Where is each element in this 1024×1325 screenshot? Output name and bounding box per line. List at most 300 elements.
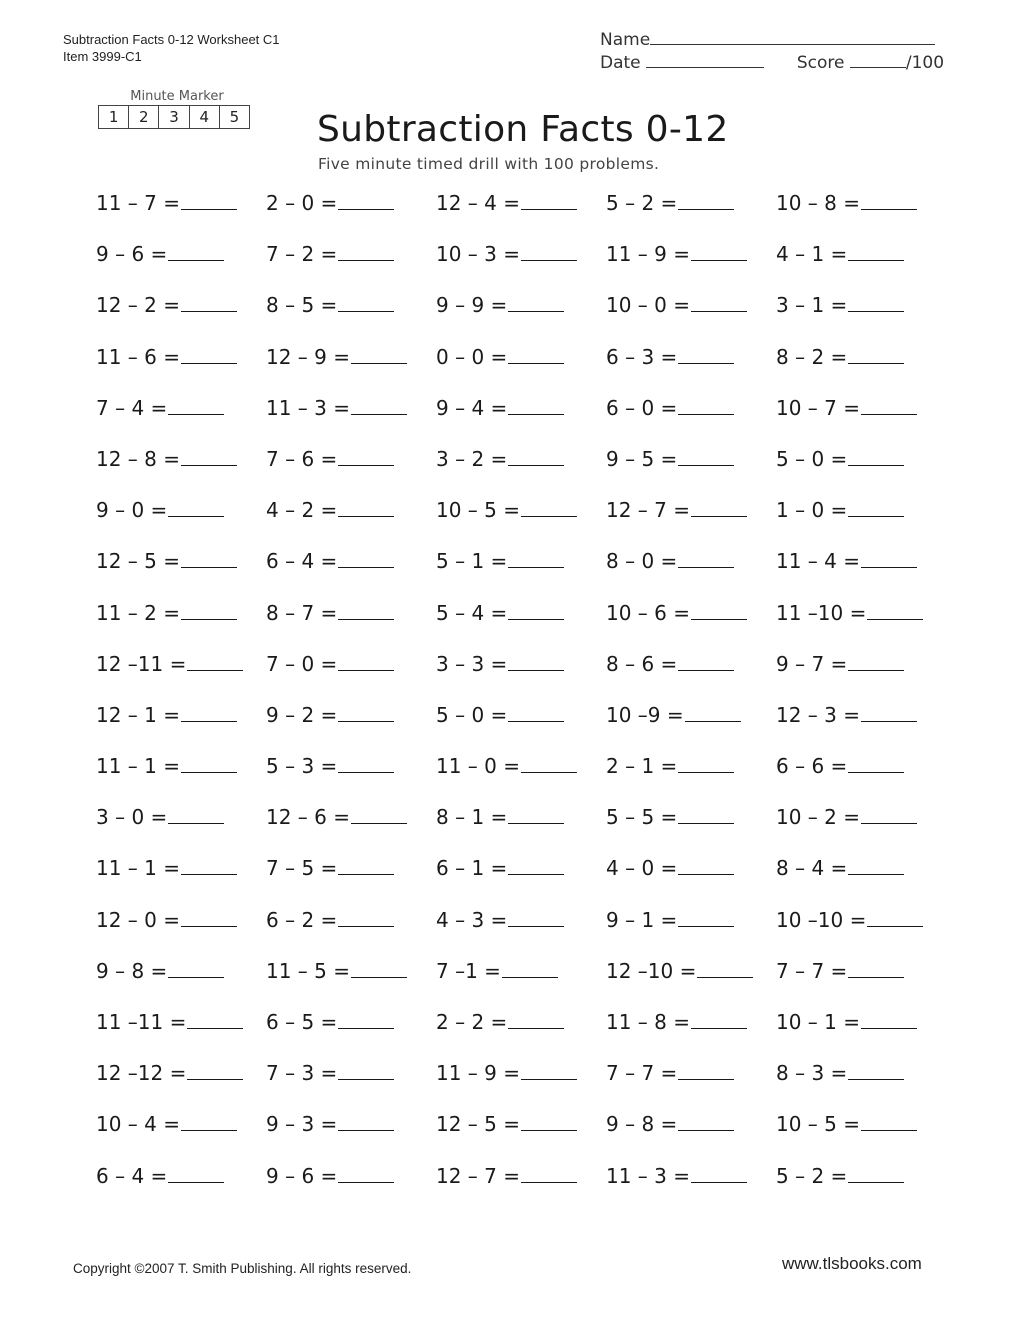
minute-marker-boxes [98,105,250,129]
answer-blank[interactable] [867,600,923,620]
answer-blank[interactable] [181,753,237,773]
problem-row [96,702,976,753]
problem-text: 4 – 0 = [606,856,678,881]
problem-text: 7 – 4 = [96,395,168,420]
problem [606,446,776,497]
answer-blank[interactable] [848,958,904,978]
problem-row [96,804,976,855]
answer-blank[interactable] [521,497,577,517]
answer-blank[interactable] [678,907,734,927]
problem-text: 10 – 6 = [606,600,691,625]
minute-box[interactable]: 2 [129,106,159,128]
problem-text: 7 – 0 = [266,651,338,676]
answer-blank[interactable] [848,651,904,671]
answer-blank[interactable] [181,907,237,927]
name-label: Name [600,30,651,50]
problem-text: 12 – 7 = [606,498,691,523]
problem-text: 12 –10 = [606,958,697,983]
answer-blank[interactable] [678,804,734,824]
problem [606,958,776,1009]
problem-row [96,600,976,651]
answer-blank[interactable] [338,446,394,466]
answer-blank[interactable] [691,1163,747,1183]
problem-text: 10 – 3 = [436,242,521,267]
problem [606,1111,776,1162]
problem [266,292,436,343]
problem [266,1163,436,1214]
problem [96,1060,266,1111]
answer-blank[interactable] [691,497,747,517]
problem-text: 11 – 1 = [96,856,181,881]
problem-text: 5 – 2 = [606,191,678,215]
name-field[interactable] [650,29,935,45]
score-label: Score [796,53,845,73]
problem [436,907,606,958]
answer-blank[interactable] [181,446,237,466]
problem-text: 8 – 5 = [266,293,338,318]
item-code: Item 3999-C1 [63,49,142,64]
answer-blank[interactable] [861,548,917,568]
answer-blank[interactable] [338,292,394,312]
problem [436,1111,606,1162]
problem-text: 8 – 2 = [776,344,848,369]
answer-blank[interactable] [338,753,394,773]
problem [606,344,776,395]
answer-blank[interactable] [848,1163,904,1183]
answer-blank[interactable] [508,907,564,927]
problem-text: 0 – 0 = [436,344,508,369]
problem [266,344,436,395]
problem-text: 1 – 0 = [776,498,848,523]
problem-text: 10 – 7 = [776,395,861,420]
problem [96,753,266,804]
problem-text: 12 – 9 = [266,344,351,369]
problem [776,292,946,343]
problem [606,702,776,753]
answer-blank[interactable] [338,497,394,517]
answer-blank[interactable] [338,651,394,671]
answer-blank[interactable] [508,804,564,824]
problem [266,1009,436,1060]
problem-text: 6 – 1 = [436,856,508,881]
answer-blank[interactable] [338,1111,394,1131]
problem-text: 11 – 5 = [266,958,351,983]
problem-text: 12 –11 = [96,651,187,676]
problem-text: 6 – 0 = [606,395,678,420]
problem-row [96,1163,976,1214]
problem [606,907,776,958]
answer-blank[interactable] [691,241,747,261]
problem-text: 10 –9 = [606,702,684,727]
problem-text: 10 – 0 = [606,293,691,318]
answer-blank[interactable] [508,651,564,671]
problem [96,1009,266,1060]
answer-blank[interactable] [521,1111,577,1131]
problem [776,753,946,804]
problem [776,1111,946,1162]
problem-text: 7 – 6 = [266,446,338,471]
problem [436,292,606,343]
answer-blank[interactable] [168,1163,224,1183]
problem [266,651,436,702]
problem-text: 12 – 5 = [96,549,181,574]
problem-text: 8 – 0 = [606,549,678,574]
answer-blank[interactable] [697,958,753,978]
problem [606,600,776,651]
problem [436,651,606,702]
answer-blank[interactable] [181,190,237,210]
problem [776,190,946,241]
answer-blank[interactable] [678,344,734,364]
answer-blank[interactable] [168,395,224,415]
problem-text: 9 – 8 = [96,958,168,983]
problem-text: 9 – 4 = [436,395,508,420]
problem-text: 10 – 5 = [436,498,521,523]
problem-text: 7 – 3 = [266,1061,338,1086]
website-link[interactable]: www.tlsbooks.com [782,1254,922,1273]
problem [436,497,606,548]
problem-text: 8 – 4 = [776,856,848,881]
worksheet-title: Subtraction Facts 0-12 Worksheet C1 [63,32,280,47]
answer-blank[interactable] [861,1009,917,1029]
answer-blank[interactable] [691,292,747,312]
minute-box[interactable]: 5 [229,108,240,126]
date-label: Date [600,53,641,73]
answer-blank[interactable] [181,344,237,364]
problem-text: 11 – 9 = [436,1061,521,1086]
problem [776,241,946,292]
problem-text: 6 – 5 = [266,1010,338,1034]
problem [776,395,946,446]
problem [96,958,266,1009]
problem [606,651,776,702]
problem-text: 7 – 5 = [266,856,338,881]
problem-text: 6 – 4 = [96,1163,168,1188]
answer-blank[interactable] [351,395,407,415]
problem [266,241,436,292]
answer-blank[interactable] [861,702,917,722]
problem-text: 12 – 7 = [436,1163,521,1188]
date-score-row [600,52,960,75]
answer-blank[interactable] [181,855,237,875]
answer-blank[interactable] [508,292,564,312]
problem-text: 12 – 0 = [96,907,181,932]
answer-blank[interactable] [181,702,237,722]
answer-blank[interactable] [187,1009,243,1029]
problem-grid [96,190,976,1214]
answer-blank[interactable] [521,190,577,210]
problem [436,395,606,446]
minute-marker-label: Minute Marker [130,89,224,104]
answer-blank[interactable] [181,600,237,620]
answer-blank[interactable] [168,497,224,517]
answer-blank[interactable] [678,753,734,773]
problem [606,395,776,446]
problem [776,548,946,599]
problem-text: 12 – 8 = [96,446,181,471]
answer-blank[interactable] [181,292,237,312]
problem-text: 12 – 5 = [436,1112,521,1137]
problem-row [96,753,976,804]
problem-text: 5 – 0 = [776,446,848,471]
problem [436,855,606,906]
problem-text: 4 – 1 = [776,242,848,267]
copyright-notice: Copyright ©2007 T. Smith Publishing. All rights reserved. [73,1261,412,1276]
problem-text: 5 – 3 = [266,754,338,779]
answer-blank[interactable] [187,651,243,671]
answer-blank[interactable] [338,548,394,568]
problem-text: 7 –1 = [436,958,501,983]
answer-blank[interactable] [181,548,237,568]
problem-text: 6 – 6 = [776,754,848,779]
problem-text: 9 – 5 = [606,446,678,471]
problem [436,241,606,292]
problem-row [96,446,976,497]
answer-blank[interactable] [848,497,904,517]
student-info [600,29,960,75]
problem [776,651,946,702]
answer-blank[interactable] [508,548,564,568]
problem [96,651,266,702]
problem-text: 11 – 0 = [436,754,521,779]
problem-text: 11 – 8 = [606,1010,691,1034]
answer-blank[interactable] [351,804,407,824]
problem [776,1060,946,1111]
problem [436,548,606,599]
answer-blank[interactable] [508,344,564,364]
answer-blank[interactable] [521,753,577,773]
problem-text: 11 – 1 = [96,754,181,779]
problem-text: 9 – 8 = [606,1112,678,1137]
answer-blank[interactable] [338,600,394,620]
problem-row [96,651,976,702]
answer-blank[interactable] [338,190,394,210]
problem [436,600,606,651]
problem [436,804,606,855]
problem-text: 11 – 6 = [96,344,181,369]
answer-blank[interactable] [848,1060,904,1080]
problem [606,497,776,548]
problem [266,958,436,1009]
problem-text: 12 – 3 = [776,702,861,727]
problem-row [96,344,976,395]
problem [436,1163,606,1214]
answer-blank[interactable] [678,855,734,875]
page-subtitle: Five minute timed drill with 100 problems. [318,155,660,173]
problem [96,1111,266,1162]
problem [606,1060,776,1111]
problem [606,241,776,292]
answer-blank[interactable] [187,1060,243,1080]
problem-text: 5 – 0 = [436,702,508,727]
answer-blank[interactable] [338,702,394,722]
answer-blank[interactable] [508,600,564,620]
problem-text: 10 – 1 = [776,1010,861,1034]
problem [776,600,946,651]
problem-text: 12 – 1 = [96,702,181,727]
problem [606,1009,776,1060]
problem-text: 11 –10 = [776,600,867,625]
answer-blank[interactable] [521,241,577,261]
answer-blank[interactable] [848,241,904,261]
minute-box[interactable]: 4 [190,106,220,128]
problem-text: 10 – 8 = [776,191,861,215]
score-field[interactable] [850,52,906,68]
answer-blank[interactable] [861,804,917,824]
problem [266,190,436,241]
problem-text: 3 – 1 = [776,293,848,318]
problem-text: 8 – 7 = [266,600,338,625]
problem [96,600,266,651]
problem-text: 4 – 3 = [436,907,508,932]
answer-blank[interactable] [338,1009,394,1029]
problem-text: 11 – 4 = [776,549,861,574]
minute-box[interactable]: 3 [159,106,189,128]
answer-blank[interactable] [521,1060,577,1080]
answer-blank[interactable] [351,344,407,364]
answer-blank[interactable] [168,958,224,978]
answer-blank[interactable] [678,1111,734,1131]
problem-text: 10 – 5 = [776,1112,861,1137]
problem [266,753,436,804]
problem [266,1060,436,1111]
problem [436,753,606,804]
answer-blank[interactable] [678,651,734,671]
problem-text: 4 – 2 = [266,498,338,523]
problem [96,548,266,599]
problem-text: 12 – 2 = [96,293,181,318]
problem [266,395,436,446]
problem [266,497,436,548]
problem-text: 9 – 3 = [266,1112,338,1137]
problem-text: 5 – 4 = [436,600,508,625]
problem [96,190,266,241]
answer-blank[interactable] [861,395,917,415]
problem-text: 12 – 4 = [436,191,521,215]
problem [96,907,266,958]
problem-text: 3 – 3 = [436,651,508,676]
problem [436,190,606,241]
problem-text: 9 – 9 = [436,293,508,318]
problem-text: 7 – 2 = [266,242,338,267]
problem-text: 10 – 2 = [776,805,861,830]
problem-text: 9 – 0 = [96,498,168,523]
answer-blank[interactable] [678,446,734,466]
problem-row [96,1060,976,1111]
answer-blank[interactable] [861,1111,917,1131]
answer-blank[interactable] [168,241,224,261]
answer-blank[interactable] [848,753,904,773]
answer-blank[interactable] [678,548,734,568]
answer-blank[interactable] [848,446,904,466]
problem [266,907,436,958]
answer-blank[interactable] [867,907,923,927]
answer-blank[interactable] [508,702,564,722]
answer-blank[interactable] [338,1060,394,1080]
problem [776,344,946,395]
problem [266,702,436,753]
problem-text: 6 – 3 = [606,344,678,369]
answer-blank[interactable] [168,804,224,824]
minute-marker [98,89,250,129]
problem-row [96,292,976,343]
problem [436,1060,606,1111]
problem-text: 2 – 1 = [606,754,678,779]
problem [96,1163,266,1214]
answer-blank[interactable] [338,855,394,875]
date-field[interactable] [646,52,764,68]
problem [436,344,606,395]
answer-blank[interactable] [351,958,407,978]
problem-row [96,395,976,446]
answer-blank[interactable] [338,1163,394,1183]
answer-blank[interactable] [508,1009,564,1029]
answer-blank[interactable] [508,395,564,415]
answer-blank[interactable] [691,1009,747,1029]
problem [776,804,946,855]
answer-blank[interactable] [181,1111,237,1131]
problem-text: 11 – 2 = [96,600,181,625]
problem-text: 11 –11 = [96,1010,187,1034]
problem [436,702,606,753]
problem-text: 7 – 7 = [606,1061,678,1086]
problem [266,600,436,651]
worksheet-meta [63,31,280,65]
answer-blank[interactable] [848,292,904,312]
problem [266,804,436,855]
problem-text: 6 – 2 = [266,907,338,932]
problem-row [96,548,976,599]
problem [606,292,776,343]
problem [606,1163,776,1214]
answer-blank[interactable] [678,1060,734,1080]
name-row [600,29,960,52]
problem [96,702,266,753]
answer-blank[interactable] [678,395,734,415]
problem-text: 7 – 7 = [776,958,848,983]
answer-blank[interactable] [502,958,558,978]
answer-blank[interactable] [848,344,904,364]
problem [266,1111,436,1162]
problem [776,855,946,906]
problem [96,446,266,497]
problem-text: 11 – 3 = [606,1163,691,1188]
problem-row [96,958,976,1009]
answer-blank[interactable] [685,702,741,722]
answer-blank[interactable] [508,446,564,466]
answer-blank[interactable] [508,855,564,875]
answer-blank[interactable] [678,190,734,210]
problem [776,702,946,753]
answer-blank[interactable] [861,190,917,210]
answer-blank[interactable] [338,241,394,261]
problem [606,855,776,906]
problem [96,497,266,548]
answer-blank[interactable] [338,907,394,927]
page-title: Subtraction Facts 0-12 [317,109,729,150]
answer-blank[interactable] [521,1163,577,1183]
problem-text: 9 – 7 = [776,651,848,676]
answer-blank[interactable] [691,600,747,620]
problem [266,446,436,497]
problem [266,855,436,906]
answer-blank[interactable] [848,855,904,875]
problem-text: 9 – 2 = [266,702,338,727]
minute-box[interactable]: 1 [99,106,129,128]
problem [606,548,776,599]
problem [96,804,266,855]
problem-row [96,497,976,548]
